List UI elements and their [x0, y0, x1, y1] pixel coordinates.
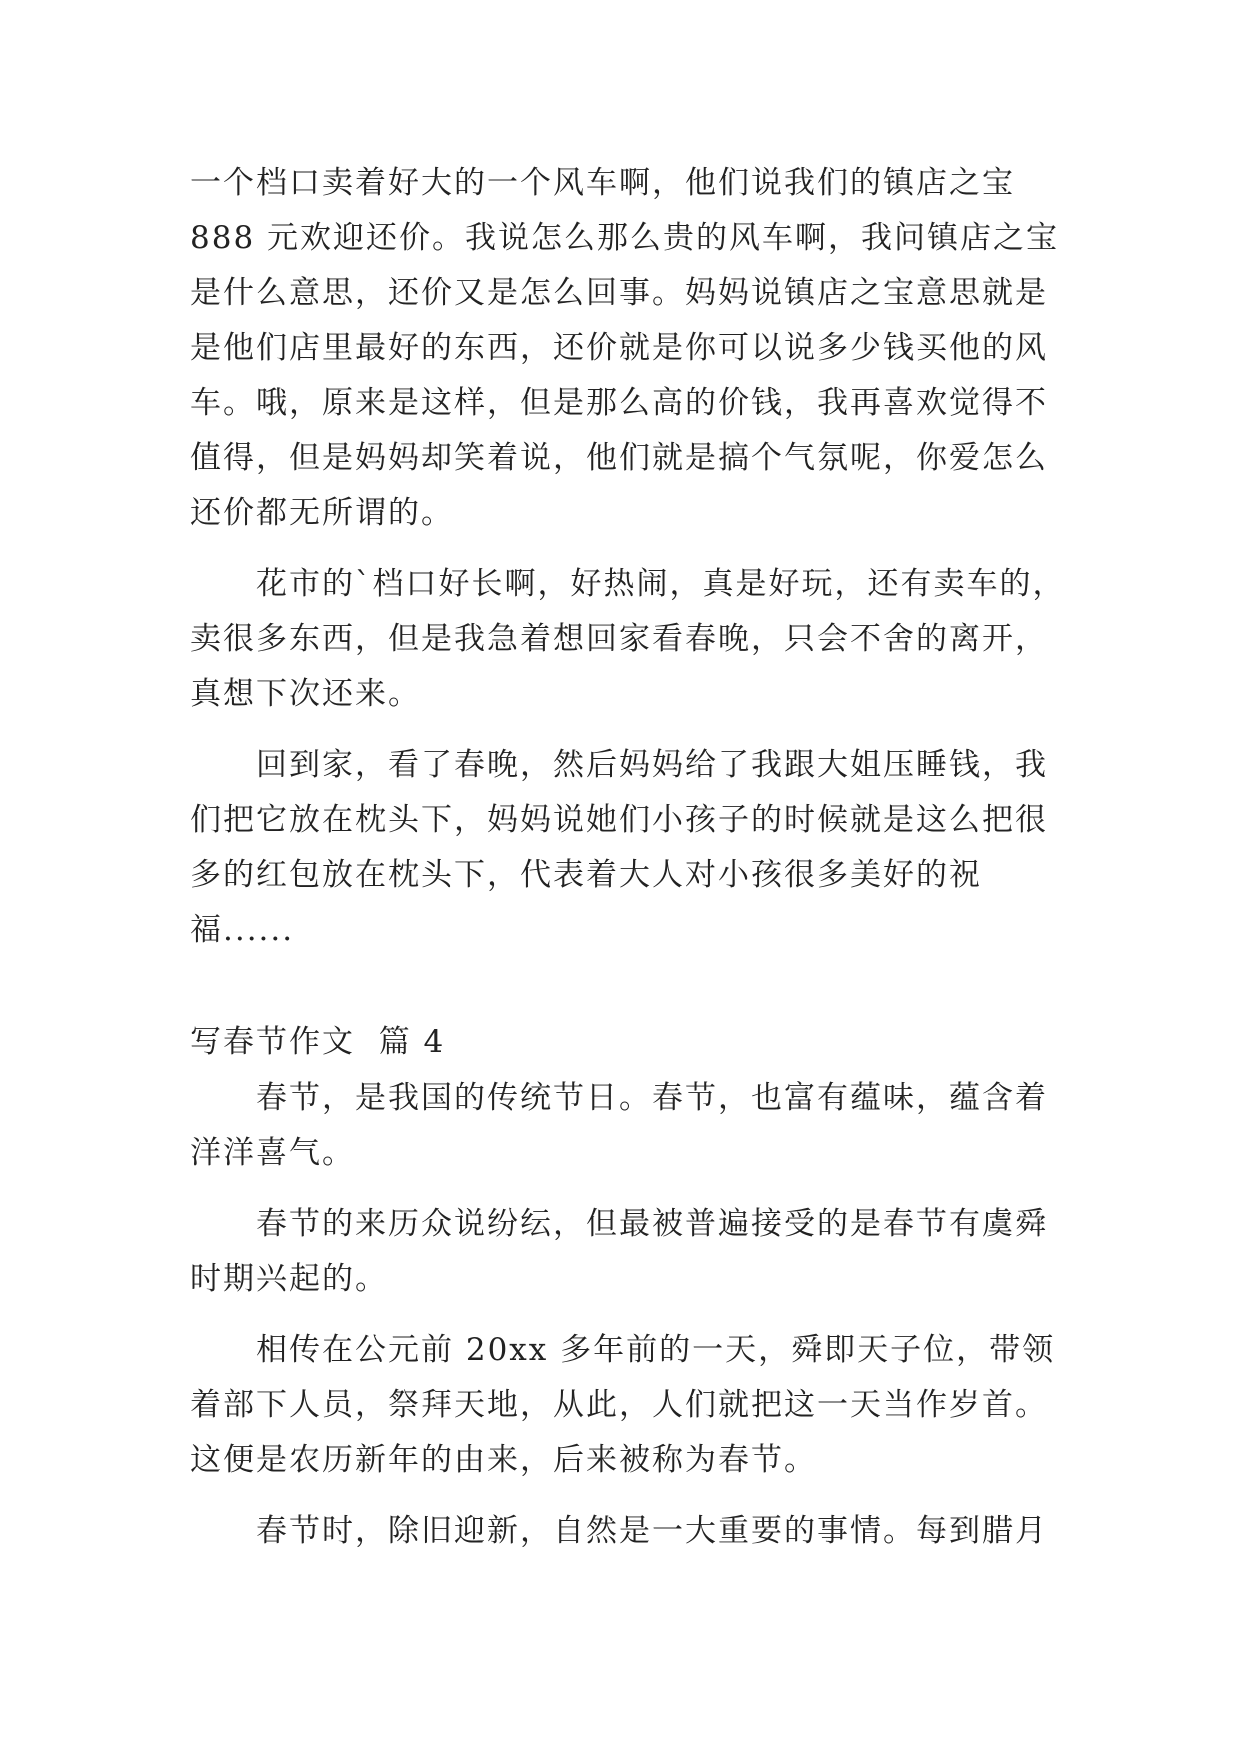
- text-line: 是他们店里最好的东西，还价就是你可以说多少钱买他的风: [190, 330, 1048, 366]
- text-line: 还价都无所谓的。: [190, 495, 454, 531]
- text-line: 相传在公元前 20xx 多年前的一天，舜即天子位，带领: [256, 1332, 1056, 1368]
- text-line: 一个档口卖着好大的一个风车啊，他们说我们的镇店之宝: [190, 165, 1015, 201]
- text-line: 洋洋喜气。: [190, 1135, 355, 1171]
- text-line: 真想下次还来。: [190, 676, 421, 712]
- text-line: 这便是农历新年的由来，后来被称为春节。: [190, 1442, 817, 1478]
- section-heading: 写春节作文 篇 4: [190, 1024, 446, 1060]
- text-line: 值得，但是妈妈却笑着说，他们就是搞个气氛呢，你爱怎么: [190, 440, 1048, 476]
- text-line: 着部下人员，祭拜天地，从此，人们就把这一天当作岁首。: [190, 1387, 1048, 1423]
- text-line: 福......: [190, 912, 295, 948]
- text-line: 春节时，除旧迎新，自然是一大重要的事情。每到腊月: [256, 1513, 1048, 1549]
- text-line: 回到家，看了春晚，然后妈妈给了我跟大姐压睡钱，我: [256, 747, 1048, 783]
- text-line: 卖很多东西，但是我急着想回家看春晚，只会不舍的离开，: [190, 621, 1048, 657]
- document-page: [190, 0, 1070, 1754]
- text-line: 们把它放在枕头下，妈妈说她们小孩子的时候就是这么把很: [190, 802, 1048, 838]
- text-line: 花市的`档口好长啊，好热闹，真是好玩，还有卖车的，: [256, 566, 1066, 602]
- text-line: 是什么意思，还价又是怎么回事。妈妈说镇店之宝意思就是: [190, 275, 1048, 311]
- text-line: 春节的来历众说纷纭，但最被普遍接受的是春节有虞舜: [256, 1206, 1048, 1242]
- text-line: 多的红包放在枕头下，代表着大人对小孩很多美好的祝: [190, 857, 982, 893]
- text-line: 时期兴起的。: [190, 1261, 388, 1297]
- text-line: 春节，是我国的传统节日。春节，也富有蕴味，蕴含着: [256, 1080, 1048, 1116]
- text-line: 车。哦，原来是这样，但是那么高的价钱，我再喜欢觉得不: [190, 385, 1048, 421]
- text-line: 888 元欢迎还价。我说怎么那么贵的风车啊，我问镇店之宝: [190, 220, 1060, 256]
